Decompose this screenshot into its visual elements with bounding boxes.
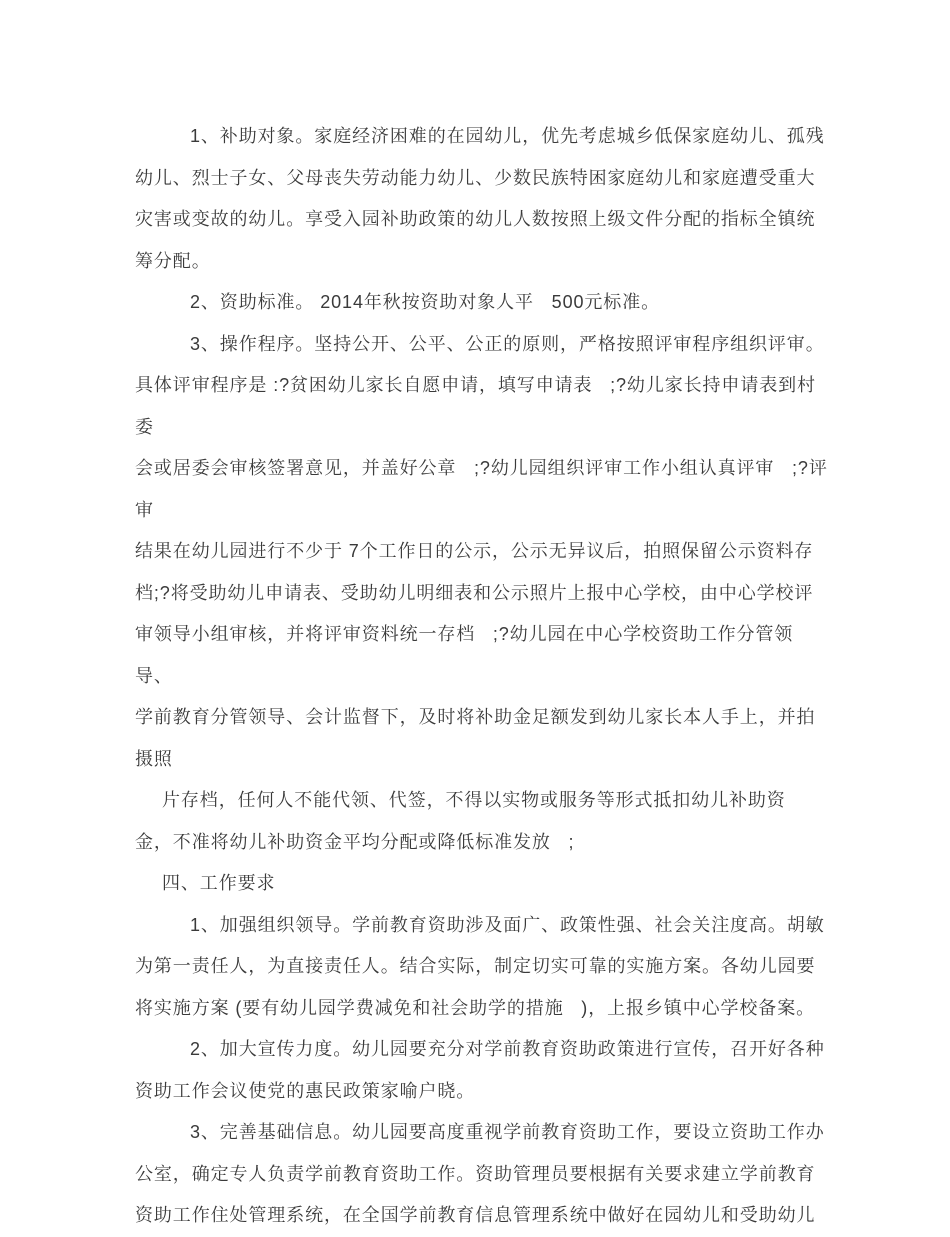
document-line: 四、工作要求 [162,873,276,893]
document-line: 3、操作程序。坚持公开、公平、公正的原则，严格按照评审程序组织评审。 [190,333,825,354]
document-line: 为第一责任人，为直接责任人。结合实际，制定切实可靠的实施方案。各幼儿园要 [135,956,816,976]
document-line: 将实施方案 (要有幼儿园学费减免和社会助学的措施 )，上报乡镇中心学校备案。 [135,997,815,1018]
document-line: 3、完善基础信息。幼儿园要高度重视学前教育资助工作，要设立资助工作办 [190,1122,825,1142]
document-line: 1、加强组织领导。学前教育资助涉及面广、政策性强、社会关注度高。胡敏 [190,914,825,935]
document-line: 2、资助标准。 2014年秋按资助对象人平 500元标准。 [190,292,660,312]
document-line: 具体评审程序是 :?贫困幼儿家长自愿申请，填写申请表 ;?幼儿家长持申请表到村委 [135,375,816,437]
document-line: 审领导小组审核，并将评审资料统一存档 ;?幼儿园在中心学校资助工作分管领导、 [135,624,794,686]
document-line: 学前教育分管领导、会计监督下，及时将补助金足额发到幼儿家长本人手上，并拍 [135,707,816,727]
document-line: 资助工作住处管理系统，在全国学前教育信息管理系统中做好在园幼儿和受助幼儿 [135,1205,816,1225]
document-line: 2、加大宣传力度。幼儿园要充分对学前教育资助政策进行宣传，召开好各种 [190,1039,825,1059]
document-line: 灾害或变故的幼儿。享受入园补助政策的幼儿人数按照上级文件分配的指标全镇统 [135,209,816,229]
document-line: 金，不准将幼儿补助资金平均分配或降低标准发放 ; [135,831,575,852]
document-body [135,116,830,1237]
document-line: 1、补助对象。家庭经济困难的在园幼儿，优先考虑城乡低保家庭幼儿、孤残 [190,126,825,146]
document-line: 筹分配。 [135,250,211,271]
document-line: 幼儿、烈士子女、父母丧失劳动能力幼儿、少数民族特困家庭幼儿和家庭遭受重大 [135,167,816,188]
document-line: 片存档，任何人不能代领、代签，不得以实物或服务等形式抵扣幼儿补助资 [162,790,786,810]
document-line: 结果在幼儿园进行不少于 7个工作日的公示，公示无异议后，拍照保留公示资料存 [135,541,814,561]
document-line: 档;?将受助幼儿申请表、受助幼儿明细表和公示照片上报中心学校，由中心学校评 [135,582,814,603]
document-line: 公室，确定专人负责学前教育资助工作。资助管理员要根据有关要求建立学前教育 [135,1163,816,1184]
document-line: 会或居委会审核签署意见，并盖好公章 ;?幼儿园组织评审工作小组认真评审 ;?评审 [135,458,828,520]
document-line: 资助工作会议使党的惠民政策家喻户晓。 [135,1080,476,1101]
document-line: 摄照 [135,748,173,769]
